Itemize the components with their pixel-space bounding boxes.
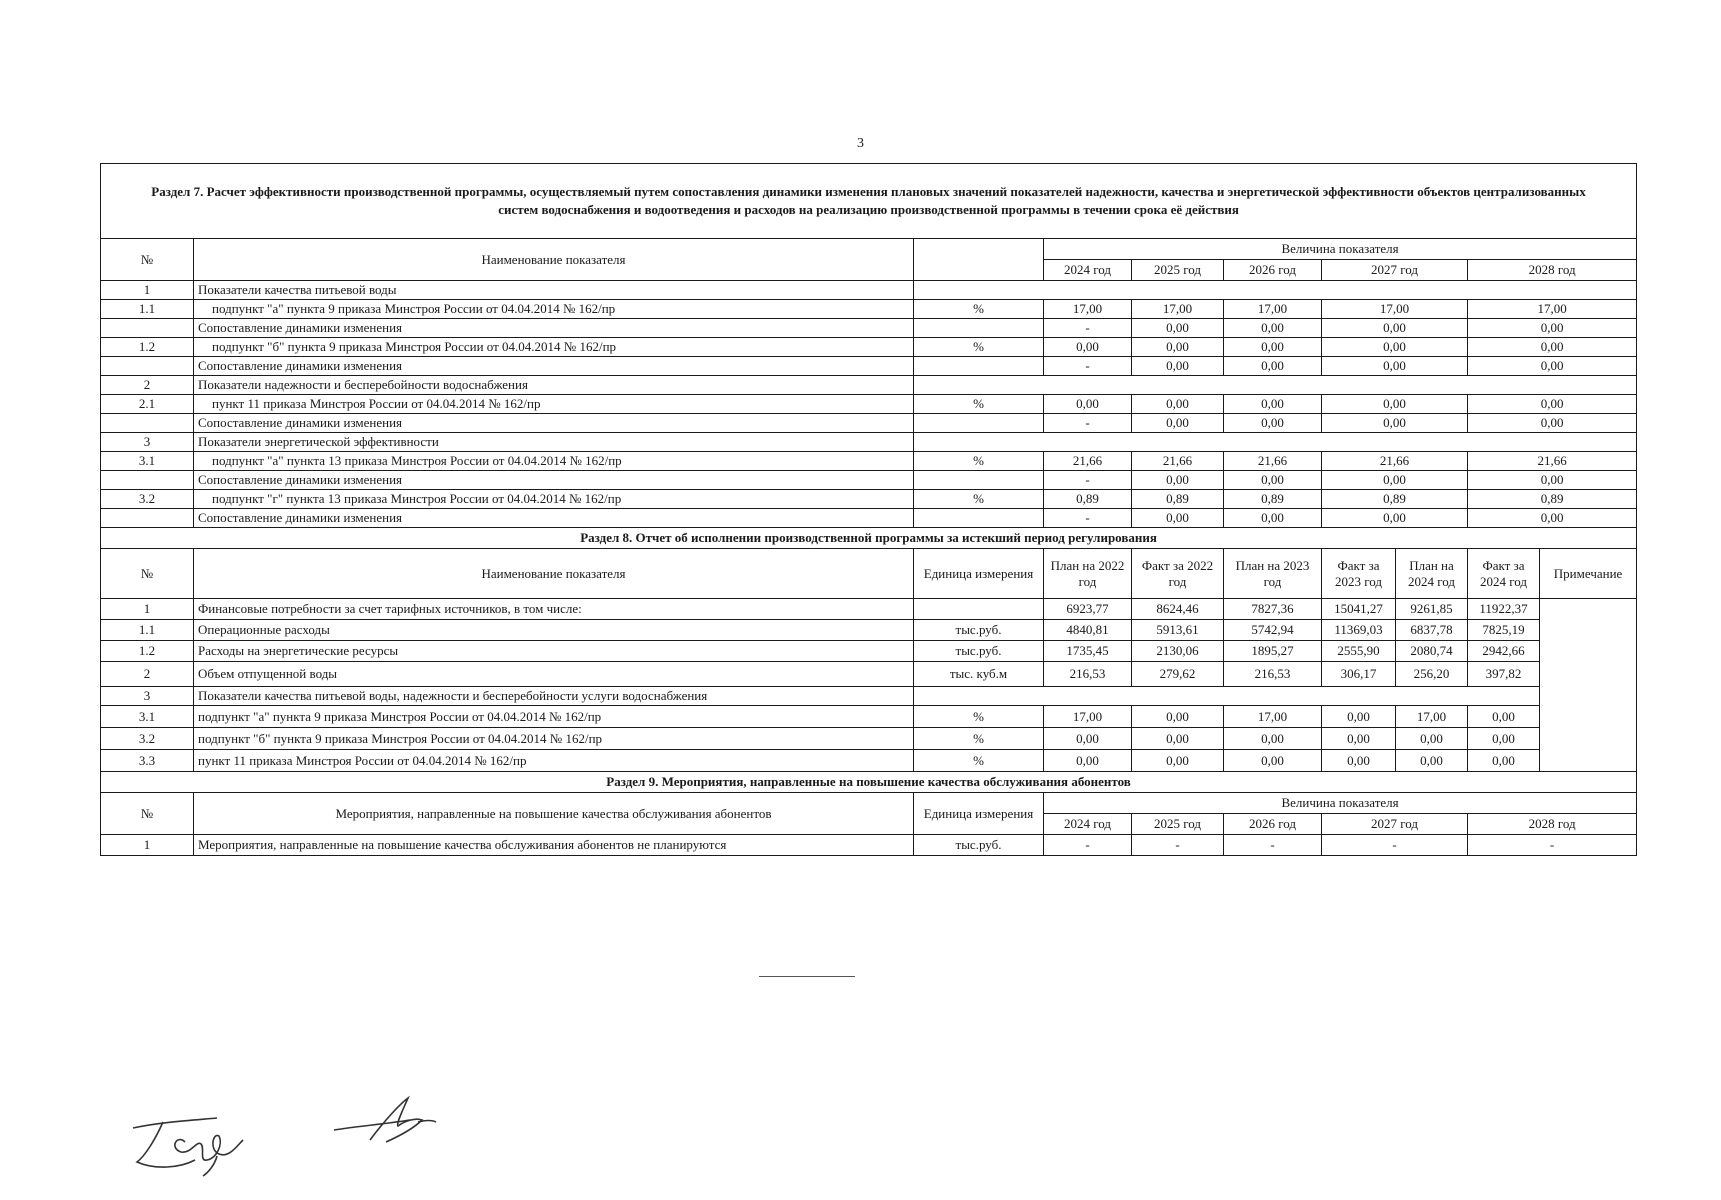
value-cell: 0,00: [1396, 750, 1468, 772]
table-row: [101, 509, 1637, 528]
value-cell: 0,00: [1468, 414, 1637, 433]
value-cell: 6923,77: [1044, 599, 1132, 620]
signature-1-image: [125, 1100, 255, 1180]
value-cell: 2130,06: [1132, 641, 1224, 662]
row-name: подпункт "а" пункта 9 приказа Минстроя России от 04.04.2014 № 162/пр: [194, 706, 914, 728]
value-cell: 0,00: [1322, 471, 1468, 490]
value-cell: 0,00: [1132, 706, 1224, 728]
value-cell: 1895,27: [1224, 641, 1322, 662]
value-cell: 21,66: [1468, 452, 1637, 471]
row-unit: тыс.руб.: [914, 641, 1044, 662]
section-8: [101, 528, 1637, 772]
value-cell: 7827,36: [1224, 599, 1322, 620]
row-number: 1: [101, 599, 194, 620]
row-number: 3.3: [101, 750, 194, 772]
value-cell: 0,00: [1396, 728, 1468, 750]
value-cell: 9261,85: [1396, 599, 1468, 620]
row-number: 1.1: [101, 620, 194, 641]
report-table: [100, 163, 1637, 856]
value-cell: 0,00: [1322, 414, 1468, 433]
header-name: Мероприятия, направленные на повышение качества обслуживания абонентов: [194, 793, 914, 835]
value-cell: 8624,46: [1132, 599, 1224, 620]
value-cell: 0,00: [1044, 728, 1132, 750]
empty-cell: [914, 376, 1637, 395]
value-cell: 0,00: [1224, 414, 1322, 433]
row-unit: [914, 319, 1044, 338]
section-9-title: Раздел 9. Мероприятия, направленные на повышение качества обслуживания абонентов: [101, 772, 1637, 793]
row-unit: тыс.руб.: [914, 620, 1044, 641]
row-number: 1.2: [101, 641, 194, 662]
row-name: Мероприятия, направленные на повышение качества обслуживания абонентов не планируются: [194, 835, 914, 856]
row-name: Объем отпущенной воды: [194, 662, 914, 687]
value-cell: 0,00: [1322, 750, 1396, 772]
value-cell: 11369,03: [1322, 620, 1396, 641]
row-number: 3.2: [101, 490, 194, 509]
row-number: 1: [101, 835, 194, 856]
header-note: Примечание: [1540, 549, 1637, 599]
row-number: [101, 509, 194, 528]
value-cell: 15041,27: [1322, 599, 1396, 620]
header-column: Факт за 2023 год: [1322, 549, 1396, 599]
value-cell: 2080,74: [1396, 641, 1468, 662]
row-unit: %: [914, 750, 1044, 772]
row-name: подпункт "г" пункта 13 приказа Минстроя России от 04.04.2014 № 162/пр: [194, 490, 914, 509]
value-cell: 17,00: [1224, 706, 1322, 728]
value-cell: 0,00: [1468, 338, 1637, 357]
value-cell: 2942,66: [1468, 641, 1540, 662]
value-cell: 0,00: [1468, 319, 1637, 338]
header-number: №: [101, 793, 194, 835]
value-cell: 0,00: [1132, 471, 1224, 490]
value-cell: -: [1044, 471, 1132, 490]
value-cell: 0,00: [1322, 706, 1396, 728]
table-row: [101, 620, 1637, 641]
value-cell: 0,00: [1322, 728, 1396, 750]
value-cell: -: [1044, 835, 1132, 856]
header-year: 2026 год: [1224, 260, 1322, 281]
row-name: Сопоставление динамики изменения: [194, 319, 914, 338]
row-unit: [914, 599, 1044, 620]
row-name: Расходы на энергетические ресурсы: [194, 641, 914, 662]
section-7: [101, 164, 1637, 528]
row-unit: %: [914, 395, 1044, 414]
row-number: [101, 319, 194, 338]
header-name: Наименование показателя: [194, 549, 914, 599]
row-unit: [914, 357, 1044, 376]
value-cell: 279,62: [1132, 662, 1224, 687]
table-row: [101, 662, 1637, 687]
header-name: Наименование показателя: [194, 239, 914, 281]
value-cell: 0,00: [1044, 395, 1132, 414]
value-cell: 5913,61: [1132, 620, 1224, 641]
value-cell: 2555,90: [1322, 641, 1396, 662]
header-year: 2024 год: [1044, 814, 1132, 835]
header-year: 2027 год: [1322, 260, 1468, 281]
table-row: [101, 452, 1637, 471]
section-8-title: Раздел 8. Отчет об исполнении производственной программы за истекший период регулирования: [101, 528, 1637, 549]
value-cell: 0,89: [1224, 490, 1322, 509]
row-number: 3: [101, 687, 194, 706]
table-row: [101, 471, 1637, 490]
value-cell: 0,00: [1468, 509, 1637, 528]
table-row: [101, 414, 1637, 433]
value-cell: 0,00: [1132, 319, 1224, 338]
row-name: Сопоставление динамики изменения: [194, 509, 914, 528]
table-row: [101, 835, 1637, 856]
header-year: 2028 год: [1468, 814, 1637, 835]
row-unit: тыс. куб.м: [914, 662, 1044, 687]
value-cell: 17,00: [1322, 300, 1468, 319]
value-cell: 17,00: [1224, 300, 1322, 319]
table-row: [101, 395, 1637, 414]
header-column: План на 2023 год: [1224, 549, 1322, 599]
value-cell: 256,20: [1396, 662, 1468, 687]
row-name: Показатели качества питьевой воды, надежности и бесперебойности услуги водоснабжения: [194, 687, 914, 706]
value-cell: -: [1044, 414, 1132, 433]
row-number: 2: [101, 662, 194, 687]
header-number: №: [101, 239, 194, 281]
header-unit-blank: [914, 239, 1044, 281]
value-cell: 0,00: [1224, 750, 1322, 772]
row-number: 3.2: [101, 728, 194, 750]
table-row: [101, 641, 1637, 662]
header-year: 2025 год: [1132, 814, 1224, 835]
value-cell: 0,00: [1132, 750, 1224, 772]
table-row: [101, 490, 1637, 509]
value-cell: 0,00: [1224, 357, 1322, 376]
value-cell: 0,00: [1468, 706, 1540, 728]
value-cell: 17,00: [1132, 300, 1224, 319]
table-row: [101, 357, 1637, 376]
row-number: [101, 414, 194, 433]
empty-cell: [914, 687, 1540, 706]
value-cell: -: [1044, 357, 1132, 376]
document-page: [100, 163, 1636, 856]
value-cell: 11922,37: [1468, 599, 1540, 620]
header-column: План на 2024 год: [1396, 549, 1468, 599]
value-cell: 0,00: [1322, 509, 1468, 528]
row-name: подпункт "б" пункта 9 приказа Минстроя России от 04.04.2014 № 162/пр: [194, 728, 914, 750]
row-number: [101, 471, 194, 490]
header-year: 2028 год: [1468, 260, 1637, 281]
value-cell: 0,89: [1132, 490, 1224, 509]
row-number: 2.1: [101, 395, 194, 414]
row-unit: [914, 509, 1044, 528]
row-number: 1: [101, 281, 194, 300]
row-number: 3.1: [101, 706, 194, 728]
row-number: [101, 357, 194, 376]
header-value-group: Величина показателя: [1044, 793, 1637, 814]
row-number: 1.1: [101, 300, 194, 319]
value-cell: 0,00: [1468, 357, 1637, 376]
row-unit: %: [914, 706, 1044, 728]
value-cell: 0,00: [1224, 728, 1322, 750]
value-cell: 17,00: [1044, 300, 1132, 319]
value-cell: 0,00: [1132, 728, 1224, 750]
empty-cell: [914, 433, 1637, 452]
row-name: Сопоставление динамики изменения: [194, 414, 914, 433]
value-cell: 216,53: [1224, 662, 1322, 687]
row-unit: %: [914, 338, 1044, 357]
table-row: [101, 599, 1637, 620]
value-cell: 21,66: [1322, 452, 1468, 471]
row-unit: [914, 471, 1044, 490]
header-year: 2024 год: [1044, 260, 1132, 281]
value-cell: 17,00: [1396, 706, 1468, 728]
value-cell: 0,89: [1322, 490, 1468, 509]
table-row: [101, 728, 1637, 750]
value-cell: 0,00: [1322, 395, 1468, 414]
value-cell: 0,00: [1132, 357, 1224, 376]
row-name: Сопоставление динамики изменения: [194, 471, 914, 490]
value-cell: 0,00: [1224, 338, 1322, 357]
note-cell: [1540, 599, 1637, 772]
value-cell: 7825,19: [1468, 620, 1540, 641]
row-unit: тыс.руб.: [914, 835, 1044, 856]
value-cell: 397,82: [1468, 662, 1540, 687]
value-cell: 4840,81: [1044, 620, 1132, 641]
value-cell: -: [1322, 835, 1468, 856]
value-cell: -: [1224, 835, 1322, 856]
value-cell: 0,00: [1132, 395, 1224, 414]
value-cell: 0,89: [1044, 490, 1132, 509]
value-cell: 0,00: [1044, 750, 1132, 772]
table-row: [101, 433, 1637, 452]
row-number: 1.2: [101, 338, 194, 357]
table-row: [101, 319, 1637, 338]
value-cell: -: [1468, 835, 1637, 856]
table-row: [101, 750, 1637, 772]
header-column: План на 2022 год: [1044, 549, 1132, 599]
row-name: Показатели энергетической эффективности: [194, 433, 914, 452]
header-column: Факт за 2024 год: [1468, 549, 1540, 599]
value-cell: 0,00: [1468, 395, 1637, 414]
value-cell: -: [1044, 509, 1132, 528]
row-unit: %: [914, 490, 1044, 509]
value-cell: 0,00: [1322, 357, 1468, 376]
row-unit: %: [914, 728, 1044, 750]
table-row: [101, 281, 1637, 300]
table-row: [101, 376, 1637, 395]
value-cell: -: [1044, 319, 1132, 338]
row-name: подпункт "а" пункта 13 приказа Минстроя России от 04.04.2014 № 162/пр: [194, 452, 914, 471]
value-cell: 21,66: [1224, 452, 1322, 471]
header-unit: Единица измерения: [914, 793, 1044, 835]
bottom-divider: [759, 976, 855, 977]
value-cell: 6837,78: [1396, 620, 1468, 641]
row-number: 3.1: [101, 452, 194, 471]
value-cell: 5742,94: [1224, 620, 1322, 641]
value-cell: 1735,45: [1044, 641, 1132, 662]
table-row: [101, 338, 1637, 357]
value-cell: 0,00: [1132, 509, 1224, 528]
table-row: [101, 706, 1637, 728]
empty-cell: [914, 281, 1637, 300]
row-name: Показатели надежности и бесперебойности водоснабжения: [194, 376, 914, 395]
row-name: Показатели качества питьевой воды: [194, 281, 914, 300]
value-cell: 0,00: [1322, 319, 1468, 338]
value-cell: 0,00: [1468, 728, 1540, 750]
header-value-group: Величина показателя: [1044, 239, 1637, 260]
value-cell: 17,00: [1468, 300, 1637, 319]
row-name: подпункт "а" пункта 9 приказа Минстроя России от 04.04.2014 № 162/пр: [194, 300, 914, 319]
value-cell: 21,66: [1132, 452, 1224, 471]
row-unit: %: [914, 300, 1044, 319]
row-name: подпункт "б" пункта 9 приказа Минстроя России от 04.04.2014 № 162/пр: [194, 338, 914, 357]
value-cell: 0,00: [1132, 338, 1224, 357]
row-number: 2: [101, 376, 194, 395]
table-row: [101, 687, 1637, 706]
section-7-title: Раздел 7. Расчет эффективности производственной программы, осуществляемый путем сопоставления динамики изменения плановых значений показателей надежности, качества и энергетической эффективности объектов централизованных систем водоснабжения и водоотведения и расходов на реализацию производственной программы в течении срока её действия: [101, 164, 1637, 239]
value-cell: 0,00: [1044, 338, 1132, 357]
header-column: Факт за 2022 год: [1132, 549, 1224, 599]
value-cell: 216,53: [1044, 662, 1132, 687]
section-9: [101, 772, 1637, 856]
row-unit: [914, 414, 1044, 433]
table-row: [101, 300, 1637, 319]
value-cell: 0,00: [1224, 509, 1322, 528]
value-cell: 0,00: [1224, 471, 1322, 490]
row-unit: %: [914, 452, 1044, 471]
row-name: пункт 11 приказа Минстроя России от 04.04.2014 № 162/пр: [194, 395, 914, 414]
row-number: 3: [101, 433, 194, 452]
row-name: пункт 11 приказа Минстроя России от 04.04.2014 № 162/пр: [194, 750, 914, 772]
row-name: Операционные расходы: [194, 620, 914, 641]
value-cell: 306,17: [1322, 662, 1396, 687]
value-cell: 17,00: [1044, 706, 1132, 728]
value-cell: 0,00: [1468, 471, 1637, 490]
value-cell: 0,00: [1224, 395, 1322, 414]
value-cell: 0,00: [1224, 319, 1322, 338]
value-cell: 0,00: [1468, 750, 1540, 772]
header-year: 2027 год: [1322, 814, 1468, 835]
row-name: Сопоставление динамики изменения: [194, 357, 914, 376]
value-cell: 21,66: [1044, 452, 1132, 471]
value-cell: 0,00: [1322, 338, 1468, 357]
page-number: 3: [857, 136, 864, 151]
header-number: №: [101, 549, 194, 599]
value-cell: 0,00: [1132, 414, 1224, 433]
signature-2-image: [330, 1090, 440, 1150]
value-cell: -: [1132, 835, 1224, 856]
header-unit: Единица измерения: [914, 549, 1044, 599]
row-name: Финансовые потребности за счет тарифных источников, в том числе:: [194, 599, 914, 620]
header-year: 2026 год: [1224, 814, 1322, 835]
header-year: 2025 год: [1132, 260, 1224, 281]
value-cell: 0,89: [1468, 490, 1637, 509]
